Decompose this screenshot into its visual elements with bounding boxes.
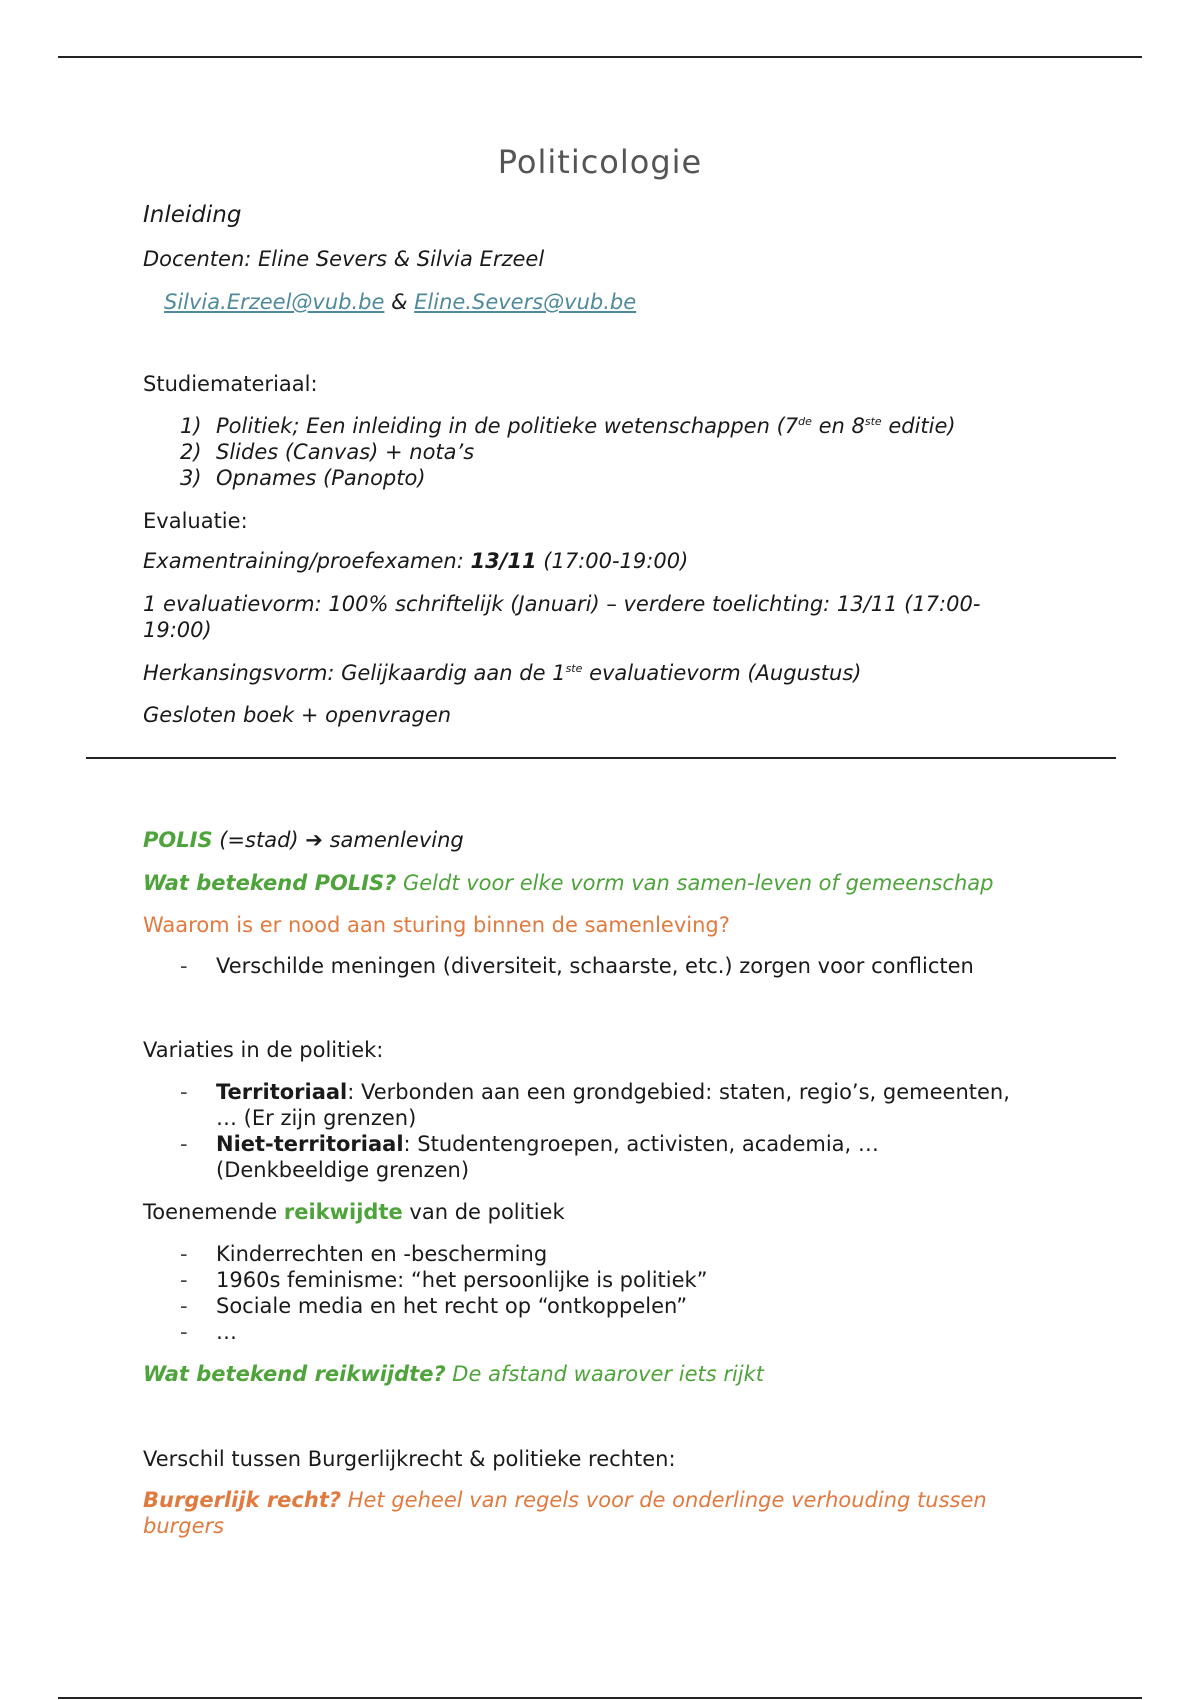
bullet-dash: - xyxy=(180,1132,188,1156)
bullet-dash: - xyxy=(180,1080,188,1104)
polis-line xyxy=(143,827,464,853)
herkansing-line xyxy=(143,660,861,686)
list-item xyxy=(180,1293,687,1319)
reikwijdte-question xyxy=(143,1361,764,1387)
polis-question xyxy=(143,870,993,896)
polis-term: POLIS xyxy=(143,828,213,852)
heading-text: Toenemende xyxy=(143,1200,284,1224)
studie-item-3 xyxy=(180,465,426,491)
polis-text: samenleving xyxy=(322,828,464,852)
question-answer: De afstand waarover iets rijkt xyxy=(445,1362,765,1386)
bullet-dash: - xyxy=(180,1268,188,1292)
docenten-line: Docenten: Eline Severs & Silvia Erzeel xyxy=(143,247,545,271)
studie-item-text: Slides (Canvas) + nota’s xyxy=(216,440,475,464)
question-answer: Het geheel van regels voor de onderlinge verhouding tussen xyxy=(341,1488,987,1512)
examen-date: 13/11 xyxy=(470,549,537,573)
list-item-text: Sociale media en het recht op “ontkoppelen” xyxy=(216,1294,688,1318)
question-label: Burgerlijk recht? xyxy=(143,1488,342,1512)
examen-label: Examentraining/proefexamen: xyxy=(143,549,471,573)
question-label: Wat betekend reikwijdte? xyxy=(143,1362,446,1386)
examen-time: (17:00-19:00) xyxy=(536,549,689,573)
list-item xyxy=(180,953,974,979)
bullet-dash: - xyxy=(180,1242,188,1266)
list-item-continuation: (Denkbeeldige grenzen) xyxy=(216,1158,470,1182)
evaluatievorm-line-1: 1 evaluatievorm: 100% schriftelijk (Januari) – verdere toelichting: 13/11 (17:00- xyxy=(143,592,981,616)
evaluatievorm-line-2: 19:00) xyxy=(143,618,212,642)
top-rule xyxy=(58,56,1142,58)
burgerlijk-recht-line-1 xyxy=(143,1487,987,1513)
examentraining-line xyxy=(143,548,688,574)
list-number: 2) xyxy=(180,440,202,464)
list-item xyxy=(180,1241,547,1267)
list-item-text: : Verbonden aan een grondgebied: staten, regio’s, gemeenten, xyxy=(347,1080,1010,1104)
variaties-label: Variaties in de politiek: xyxy=(143,1038,384,1062)
list-item-text: Kinderrechten en -bescherming xyxy=(216,1242,548,1266)
burgerlijk-recht-line-2: burgers xyxy=(143,1514,225,1538)
heading-text: van de politiek xyxy=(402,1200,565,1224)
evaluatie-label: Evaluatie: xyxy=(143,509,248,533)
studie-item-1 xyxy=(180,413,956,439)
studie-item-text: en 8 xyxy=(811,414,865,438)
section-heading: Inleiding xyxy=(143,202,242,228)
list-item-continuation: … (Er zijn grenzen) xyxy=(216,1106,417,1130)
email-line xyxy=(164,289,636,315)
term-bold: Niet-territoriaal xyxy=(216,1132,404,1156)
list-item xyxy=(180,1131,879,1157)
herkansing-text: evaluatievorm (Augustus) xyxy=(582,661,862,685)
bullet-dash: - xyxy=(180,954,188,978)
bullet-dash: - xyxy=(180,1320,188,1344)
superscript: de xyxy=(798,415,812,428)
list-item xyxy=(180,1267,708,1293)
sturing-question: Waarom is er nood aan sturing binnen de samenleving? xyxy=(143,913,730,937)
superscript: ste xyxy=(864,415,882,428)
gesloten-line: Gesloten boek + openvragen xyxy=(143,703,452,727)
studie-item-text: Politiek; Een inleiding in de politieke wetenschappen (7 xyxy=(216,414,799,438)
question-answer: Geldt voor elke vorm van samen-leven of gemeenschap xyxy=(396,871,994,895)
page-title: Politicologie xyxy=(497,143,703,181)
email-link-severs[interactable]: Eline.Severs@vub.be xyxy=(414,290,637,314)
reikwijdte-heading xyxy=(143,1199,565,1225)
superscript: ste xyxy=(565,662,583,675)
list-number: 1) xyxy=(180,414,202,438)
list-item-text: … xyxy=(216,1320,237,1344)
list-number: 3) xyxy=(180,466,202,490)
bottom-rule xyxy=(58,1697,1142,1699)
reikwijdte-term: reikwijdte xyxy=(283,1200,403,1224)
list-item xyxy=(180,1319,237,1345)
arrow-icon: ➔ xyxy=(305,828,323,852)
list-item-text: : Studentengroepen, activisten, academia, … xyxy=(403,1132,879,1156)
email-separator: & xyxy=(384,290,415,314)
studie-item-text: editie) xyxy=(881,414,956,438)
studie-item-text: Opnames (Panopto) xyxy=(216,466,426,490)
studie-item-2 xyxy=(180,439,474,465)
list-item xyxy=(180,1079,1010,1105)
list-item-text: 1960s feminisme: “het persoonlijke is politiek” xyxy=(216,1268,708,1292)
studiemateriaal-label: Studiemateriaal: xyxy=(143,372,318,396)
question-label: Wat betekend POLIS? xyxy=(143,871,397,895)
term-bold: Territoriaal xyxy=(216,1080,348,1104)
section-divider xyxy=(86,757,1116,759)
herkansing-text: Herkansingsvorm: Gelijkaardig aan de 1 xyxy=(143,661,566,685)
email-link-erzeel[interactable]: Silvia.Erzeel@vub.be xyxy=(164,290,385,314)
polis-text: (=stad) xyxy=(212,828,306,852)
verschil-label: Verschil tussen Burgerlijkrecht & politieke rechten: xyxy=(143,1447,676,1471)
bullet-dash: - xyxy=(180,1294,188,1318)
list-item-text: Verschilde meningen (diversiteit, schaarste, etc.) zorgen voor conflicten xyxy=(216,954,974,978)
